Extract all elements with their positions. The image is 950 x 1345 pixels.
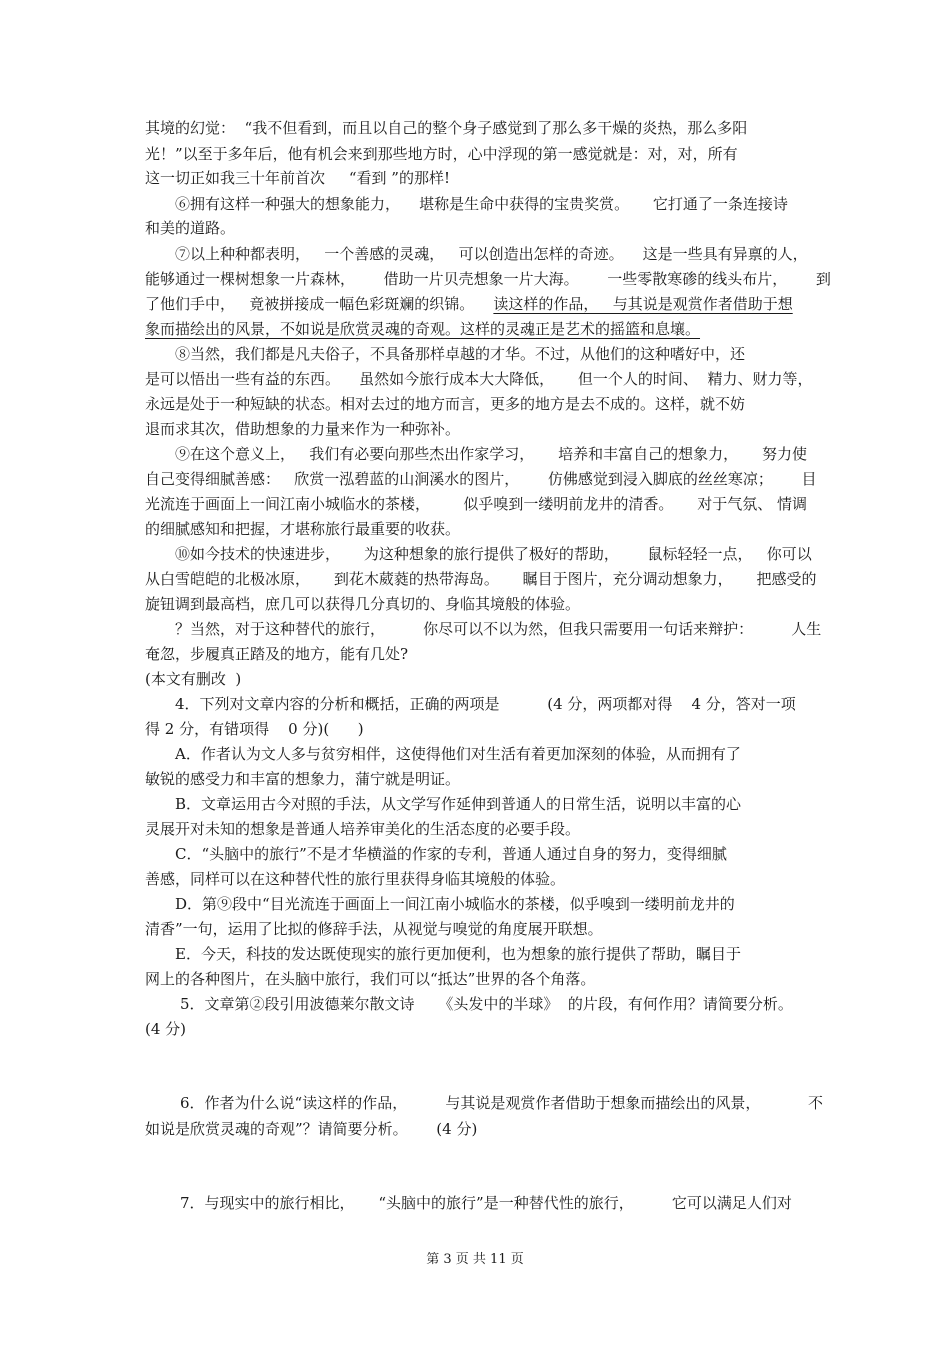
text-line: 光！”以至于多年后，他有机会来到那些地方时，心中浮现的第一感觉就是：对，对，所有 [145, 145, 738, 163]
text-line: 如说是欣赏灵魂的奇观”？请简要分析。 (4 分) [145, 1120, 478, 1138]
text-line: 这一切正如我三十年前首次 “看到 ”的那样! [145, 169, 450, 187]
option-b: B．文章运用古今对照的手法，从文学写作延伸到普通人的日常生活，说明以丰富的心 [175, 795, 742, 813]
text-line: 其境的幻觉： “我不但看到，而且以自己的整个身子感觉到了那么多干燥的炎热，那么多阳 [145, 119, 748, 137]
page-number-footer: 第 3 页 共 11 页 [426, 1252, 524, 1267]
text-line: 旋钮调到最高档，庶几可以获得几分真切的、身临其境般的体验。 [145, 595, 581, 613]
text-line: 奄忽，步履真正踏及的地方，能有几处? [145, 645, 409, 663]
option-a: A．作者认为文人多与贫穷相伴，这使得他们对生活有着更加深刻的体验，从而拥有了 [175, 745, 741, 763]
text-line: 自己变得细腻善感： 欣赏一泓碧蓝的山涧溪水的图片， 仿佛感觉到浸入脚底的丝丝寒凉； 目 [145, 470, 817, 488]
text-line: 从白雪皑皑的北极冰原， 到花木葳蕤的热带海岛。 瞩目于图片，充分调动想象力， 把感受的 [145, 570, 817, 588]
text-line: 是可以悟出一些有益的东西。 虽然如今旅行成本大大降低， 但一个人的时间、 精力、财力等， [145, 370, 813, 388]
option-d: D．第⑨段中“目光流连于画面上一间江南小城临水的茶楼，似乎嗅到一缕明前龙井的 [175, 895, 735, 913]
text-line: ⑩如今技术的快速进步， 为这种想象的旅行提供了极好的帮助， 鼠标轻轻一点， 你可以 [175, 545, 812, 563]
text-line: 得 2 分，有错项得 0 分)( ) [145, 720, 364, 738]
underlined-sentence: 读这样的作品， 与其说是观赏作者借助于想 [493, 295, 793, 313]
text-line: 灵展开对未知的想象是普通人培养审美化的生活态度的必要手段。 [145, 820, 581, 838]
text-line: ⑦以上种种都表明， 一个善感的灵魂， 可以创造出怎样的奇迹。 这是一些具有异禀的人， [175, 245, 808, 263]
text-line: (4 分) [145, 1020, 187, 1038]
source-note: (本文有删改 ) [145, 670, 242, 688]
text-line [145, 319, 950, 339]
text-line: ⑨在这个意义上， 我们有必要向那些杰出作家学习， 培养和丰富自己的想象力， 努力使 [175, 445, 807, 463]
text-line: 网上的各种图片，在头脑中旅行，我们可以“抵达”世界的各个角落。 [145, 970, 596, 988]
text-line: 永远是处于一种短缺的状态。相对去过的地方而言，更多的地方是去不成的。这样，就不妨 [145, 395, 746, 413]
question-5: 5．文章第②段引用波德莱尔散文诗 《头发中的半球》 的片段，有何作用？请简要分析。 [180, 995, 793, 1013]
text-line: 清香”一句，运用了比拟的修辞手法，从视觉与嗅觉的角度展开联想。 [145, 920, 603, 938]
underlined-sentence: 象而描绘出的风景，不如说是欣赏灵魂的奇观。这样的灵魂正是艺术的摇篮和息壤。 [145, 320, 701, 338]
text-line: 善感，同样可以在这种替代性的旅行里获得身临其境般的体验。 [145, 870, 566, 888]
text-line [145, 294, 950, 314]
question-4: 4．下列对文章内容的分析和概括，正确的两项是 (4 分，两项都对得 4 分，答对一项 [175, 695, 796, 713]
text-line: ⑧当然，我们都是凡夫俗子，不具备那样卓越的才华。不过，从他们的这种嗜好中，还 [175, 345, 746, 363]
text-line: ？当然，对于这种替代的旅行， 你尽可以不以为然，但我只需要用一句话来辩护： 人生 [175, 620, 822, 638]
option-e: E．今天，科技的发达既使现实的旅行更加便利，也为想象的旅行提供了帮助，瞩目于 [175, 945, 741, 963]
option-c: C．“头脑中的旅行”不是才华横溢的作家的专利，普通人通过自身的努力，变得细腻 [175, 845, 727, 863]
text-line: 光流连于画面上一间江南小城临水的茶楼， 似乎嗅到一缕明前龙井的清香。 对于气氛、 情调 [145, 495, 807, 513]
text-line: 敏锐的感受力和丰富的想象力，蒲宁就是明证。 [145, 770, 461, 788]
text-line: 的细腻感知和把握，才堪称旅行最重要的收获。 [145, 520, 461, 538]
text-line: 退而求其次，借助想象的力量来作为一种弥补。 [145, 420, 461, 438]
text-line: 能够通过一棵树想象一片森林， 借助一片贝壳想象一片大海。 一些零散寒碜的线头布片， 到 [145, 270, 831, 288]
text-line: ⑥拥有这样一种强大的想象能力， 堪称是生命中获得的宝贵奖赏。 它打通了一条连接诗 [175, 195, 788, 213]
text-segment: 了他们手中， 竟被拼接成一幅色彩斑斓的织锦。 [145, 295, 494, 313]
text-line: 和美的道路。 [145, 219, 236, 237]
question-7: 7．与现实中的旅行相比， “头脑中的旅行”是一种替代性的旅行， 它可以满足人们对 [180, 1194, 792, 1212]
question-6: 6．作者为什么说“读这样的作品， 与其说是观赏作者借助于想象而描绘出的风景， 不 [180, 1094, 824, 1112]
